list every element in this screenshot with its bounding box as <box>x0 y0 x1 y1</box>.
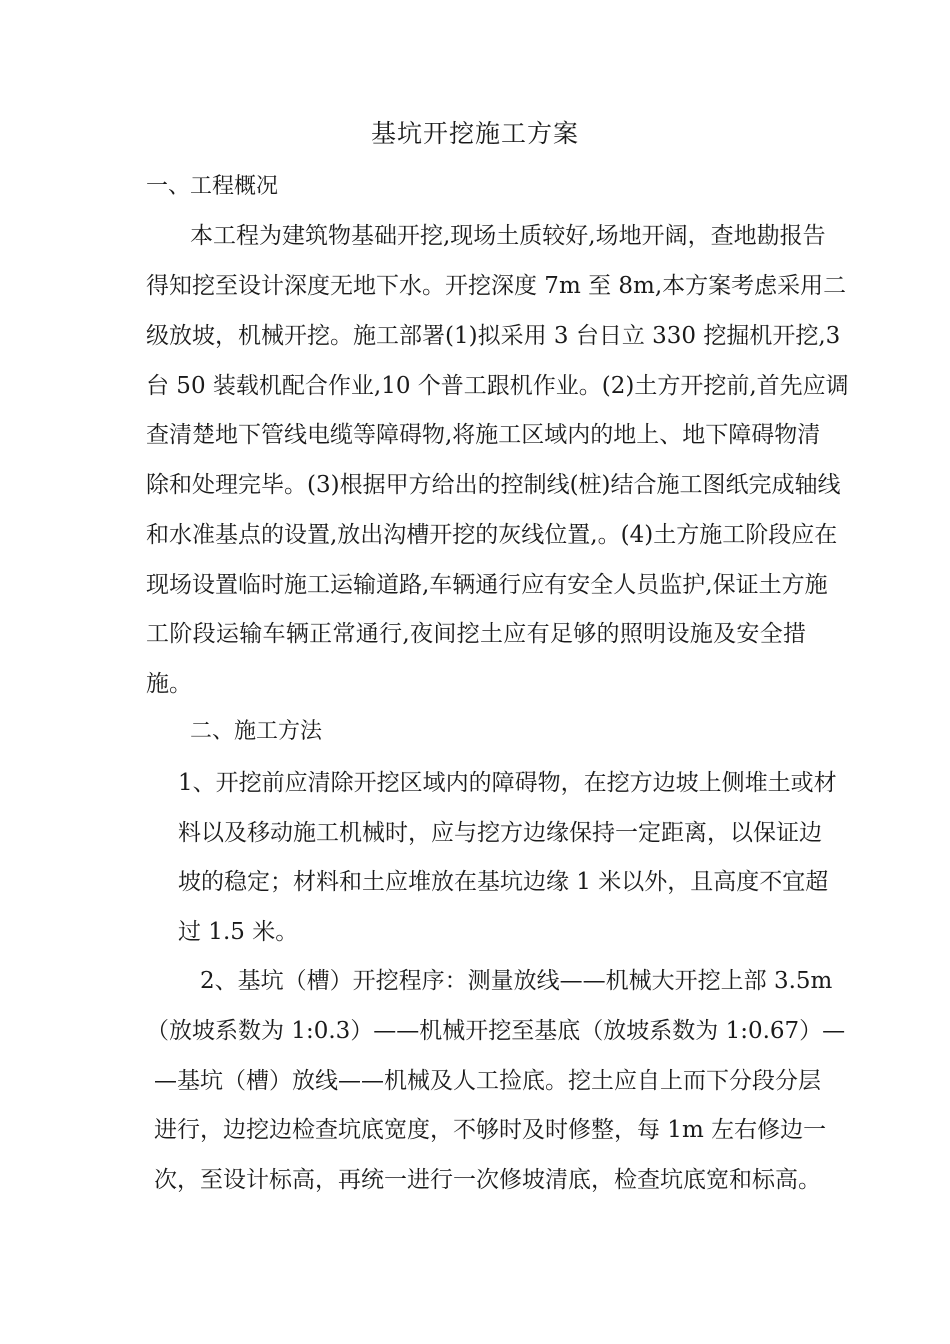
section-1-line: 台 50 装载机配合作业,10 个普工跟机作业。(2)土方开挖前,首先应调 <box>146 373 849 399</box>
item-2-line: 进行，边挖边检查坑底宽度，不够时及时修整，每 1m 左右修边一 <box>154 1117 827 1143</box>
document-title: 基坑开挖施工方案 <box>370 119 579 148</box>
item-1-line: 坡的稳定；材料和土应堆放在基坑边缘 1 米以外，且高度不宜超 <box>178 869 829 895</box>
section-1-line: 查清楚地下管线电缆等障碍物,将施工区域内的地上、地下障碍物清 <box>146 422 821 448</box>
section-1-line: 现场设置临时施工运输道路,车辆通行应有安全人员监护,保证土方施 <box>146 572 828 598</box>
section-1-line: 工阶段运输车辆正常通行,夜间挖土应有足够的照明设施及安全措 <box>146 621 806 647</box>
item-2-line: —基坑（槽）放线——机械及人工捡底。挖土应自上而下分段分层 <box>154 1068 821 1094</box>
section-1-heading: 一、工程概况 <box>146 174 279 199</box>
item-1-line: 过 1.5 米。 <box>178 919 299 945</box>
item-2-line: （放坡系数为 1:0.3）——机械开挖至基底（放坡系数为 1:0.67）— <box>146 1018 846 1044</box>
section-1-line: 和水准基点的设置,放出沟槽开挖的灰线位置,。(4)土方施工阶段应在 <box>146 522 838 548</box>
section-1-line: 得知挖至设计深度无地下水。开挖深度 7m 至 8m,本方案考虑采用二 <box>146 273 847 299</box>
section-1-line: 除和处理完毕。(3)根据甲方给出的控制线(桩)结合施工图纸完成轴线 <box>146 472 841 498</box>
section-1-line: 本工程为建筑物基础开挖,现场土质较好,场地开阔，查地勘报告 <box>190 223 826 249</box>
item-1-line: 料以及移动施工机械时，应与挖方边缘保持一定距离，以保证边 <box>178 820 822 846</box>
item-1-line: 1、开挖前应清除开挖区域内的障碍物，在挖方边坡上侧堆土或材 <box>178 770 837 796</box>
item-2-line: 2、基坑（槽）开挖程序：测量放线——机械大开挖上部 3.5m <box>200 968 833 994</box>
section-1-line: 级放坡，机械开挖。施工部署(1)拟采用 3 台日立 330 挖掘机开挖,3 <box>146 323 841 349</box>
section-1-line: 施。 <box>146 671 192 697</box>
section-2-heading: 二、施工方法 <box>190 719 323 744</box>
item-2-line: 次，至设计标高，再统一进行一次修坡清底，检查坑底宽和标高。 <box>154 1167 821 1193</box>
